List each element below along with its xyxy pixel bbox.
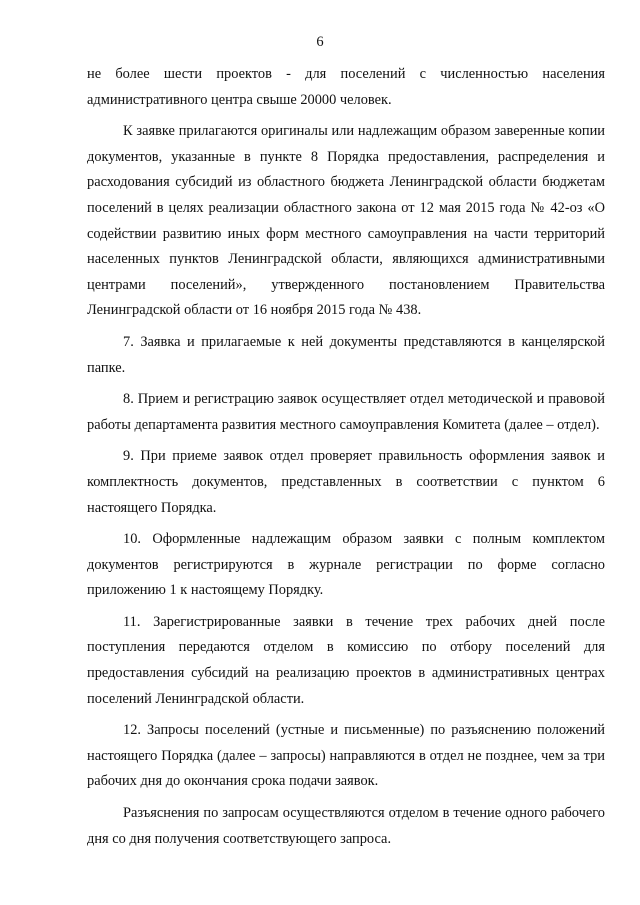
paragraph-11: 11. Зарегистрированные заявки в течение трех рабочих дней после поступления передаются отделом в комиссию по отбору поселений для предоставления субсидий на реализацию проектов в административных центрах поселений Ленинградской области.: [87, 613, 605, 707]
paragraph-attachments: К заявке прилагаются оригиналы или надлежащим образом заверенные копии документов, указанные в пункте 8 Порядка предоставления, распределения и расходования субсидий из областного бюджета Ленинградской области бюджетам поселений в целях реализации областного закона от 12 мая 2015 года № 42-оз «О содействии развитию иных форм местного самоуправления на части территорий населенных пунктов Ленинградской области, являющихся административными центрами поселений», утвержденного постановлением Правительства Ленинградской области от 16 ноября 2015 года № 438.: [87, 123, 605, 319]
page-number: 6: [316, 34, 324, 50]
paragraph-7: 7. Заявка и прилагаемые к ней документы представляются в канцелярской папке.: [87, 333, 605, 376]
paragraph-12: 12. Запросы поселений (устные и письменные) по разъяснению положений настоящего Порядка (далее – запросы) направляются в отдел не позднее, чем за три рабочих дня до окончания срока подачи заявок.: [87, 722, 605, 790]
paragraph-10: 10. Оформленные надлежащим образом заявки с полным комплектом документов регистрируются в журнале регистрации по форме согласно приложению 1 к настоящему Порядку.: [87, 531, 605, 599]
document-body: [87, 62, 605, 852]
paragraph-9: 9. При приеме заявок отдел проверяет правильность оформления заявок и комплектность документов, представленных в соответствии с пунктом 6 настоящего Порядка.: [87, 448, 605, 516]
paragraph-clarifications: Разъяснения по запросам осуществляются отделом в течение одного рабочего дня со дня получения соответствующего запроса.: [87, 805, 605, 847]
paragraph-continuation: не более шести проектов - для поселений с численностью населения административного центра свыше 20000 человек.: [87, 66, 605, 108]
paragraph-8: 8. Прием и регистрацию заявок осуществляет отдел методической и правовой работы департамента развития местного самоуправления Комитета (далее – отдел).: [87, 391, 605, 433]
